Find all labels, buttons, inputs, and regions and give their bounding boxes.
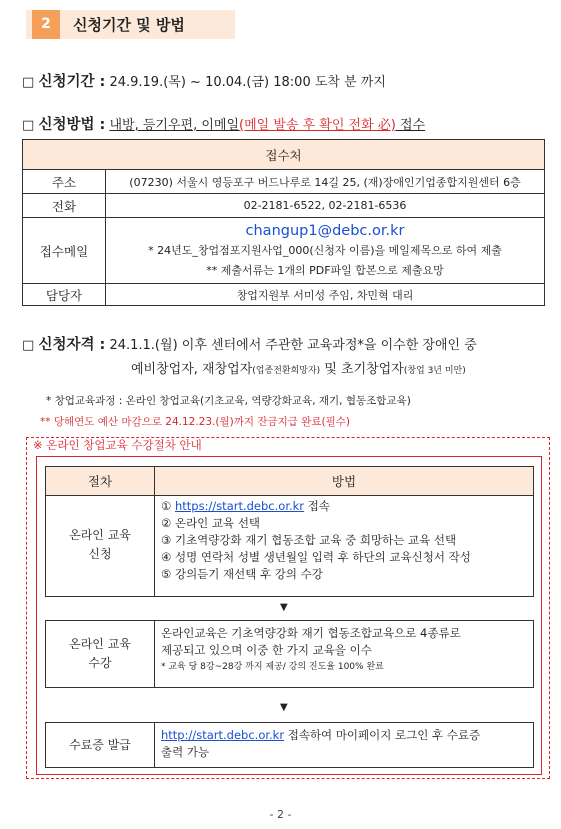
step2-text-1: 온라인교육은 기초역량강화 재기 협동조합교육으로 4종류로 xyxy=(161,626,461,640)
eligibility-line-1 xyxy=(22,333,477,354)
step2-name-line1: 온라인 교육 xyxy=(69,637,131,651)
page-number: - 2 - xyxy=(269,808,292,821)
procedure-header-row xyxy=(45,466,534,496)
down-arrow-icon: ▼ xyxy=(280,702,288,713)
method-highlight: (메일 발송 후 확인 전화 必) xyxy=(239,118,396,133)
address-key: 주소 xyxy=(23,170,106,194)
method-text: 내방, 등기우편, 이메일 xyxy=(109,118,240,133)
phone-key: 전화 xyxy=(23,194,106,218)
eligibility-early-founder: 및 초기창업자 xyxy=(320,362,404,377)
down-arrow-icon: ▼ xyxy=(280,602,288,613)
method-suffix: 접수 xyxy=(395,118,426,133)
col-method-header: 방법 xyxy=(155,467,533,495)
address-value: (07230) 서울시 영등포구 버드나루로 14길 25, (재)장애인기업종합지원센터 6층 xyxy=(106,170,545,194)
certificate-site-link[interactable]: http://start.debc.or.kr xyxy=(161,728,285,742)
eligibility-text-1: 24.1.1.(월) 이후 센터에서 주관한 교육과정*을 이수한 장애인 중 xyxy=(109,338,477,353)
step2-name-line2: 수강 xyxy=(88,656,112,670)
eligibility-note-1: * 창업교육과정 : 온라인 창업교육(기초교육, 역량강화교육, 재기, 협동조합교육) xyxy=(46,395,411,407)
eligibility-note-2: ** 당해연도 예산 마감으로 24.12.23.(월)까지 잔금지급 완료(필수) xyxy=(40,416,351,428)
procedure-step-1 xyxy=(45,494,534,597)
method-label: 신청방법 : xyxy=(38,117,106,133)
email-address[interactable]: changup1@debc.or.kr xyxy=(245,222,405,239)
method-line xyxy=(22,113,425,134)
eligibility-industry-change: (업종전환희망자) xyxy=(252,366,321,376)
step3-text-1: 접속하여 마이페이지 로그인 후 수료증 xyxy=(284,728,481,742)
eligibility-label: 신청자격 : xyxy=(38,337,106,353)
email-note-1: * 24년도_창업점포지원사업_000(신청자 이름)을 메일제목으로 하여 제출 xyxy=(148,243,502,257)
period-text: 24.9.19.(목) ~ 10.04.(금) 18:00 도착 분 까지 xyxy=(109,75,386,90)
period-label: 신청기간 : xyxy=(38,74,106,90)
contact-key: 담당자 xyxy=(23,284,106,306)
email-note-2: ** 제출서류는 1개의 PDF파일 합본으로 제출요망 xyxy=(206,263,444,277)
table-header: 접수처 xyxy=(23,140,545,170)
step1-item-3: ③ 기초역량강화 재기 협동조합 교육 중 희망하는 교육 선택 xyxy=(161,533,457,547)
procedure-step-2 xyxy=(45,620,534,688)
step1-item-2: ② 온라인 교육 선택 xyxy=(161,516,261,530)
checkbox-bullet: □ xyxy=(22,118,35,133)
start-site-link[interactable]: https://start.debc.or.kr xyxy=(174,499,305,513)
checkbox-bullet: □ xyxy=(22,338,35,353)
section-title: 신청기간 및 방법 xyxy=(73,16,185,34)
step1-item-4: ④ 성명 연락처 성별 생년월일 입력 후 하단의 교육신청서 작성 xyxy=(161,550,471,564)
period-line xyxy=(22,70,386,91)
checkbox-bullet: □ xyxy=(22,75,35,90)
contact-value: 창업지원부 서미성 주임, 차민혁 대리 xyxy=(106,284,545,306)
step2-text-2: 제공되고 있으며 이중 한 가지 교육을 이수 xyxy=(161,643,372,657)
section-number: 2 xyxy=(32,10,60,39)
eligibility-under-3yrs: (창업 3년 미만) xyxy=(403,366,466,376)
phone-value: 02-2181-6522, 02-2181-6536 xyxy=(106,194,545,218)
procedure-step-3 xyxy=(45,722,534,768)
reception-table xyxy=(22,139,545,306)
step3-text-2: 출력 가능 xyxy=(161,745,210,759)
email-key: 접수메일 xyxy=(23,218,106,284)
step1-name-line1: 온라인 교육 xyxy=(69,528,131,542)
procedure-title: ※ 온라인 창업교육 수강절차 안내 xyxy=(33,438,202,452)
step1-item-5: ⑤ 강의듣기 재선택 후 강의 수강 xyxy=(161,567,323,581)
eligibility-line-2 xyxy=(131,358,466,377)
step1-name-line2: 신청 xyxy=(88,547,112,561)
col-step-header: 절차 xyxy=(46,467,155,495)
step3-name: 수료증 발급 xyxy=(46,723,155,767)
step1-item-1: ① https://start.debc.or.kr 접속 xyxy=(161,499,330,513)
step2-note: * 교육 당 8강~28강 까지 제공/ 강의 진도율 100% 완료 xyxy=(161,662,384,672)
eligibility-prospective: 예비창업자, 재창업자 xyxy=(131,362,253,377)
